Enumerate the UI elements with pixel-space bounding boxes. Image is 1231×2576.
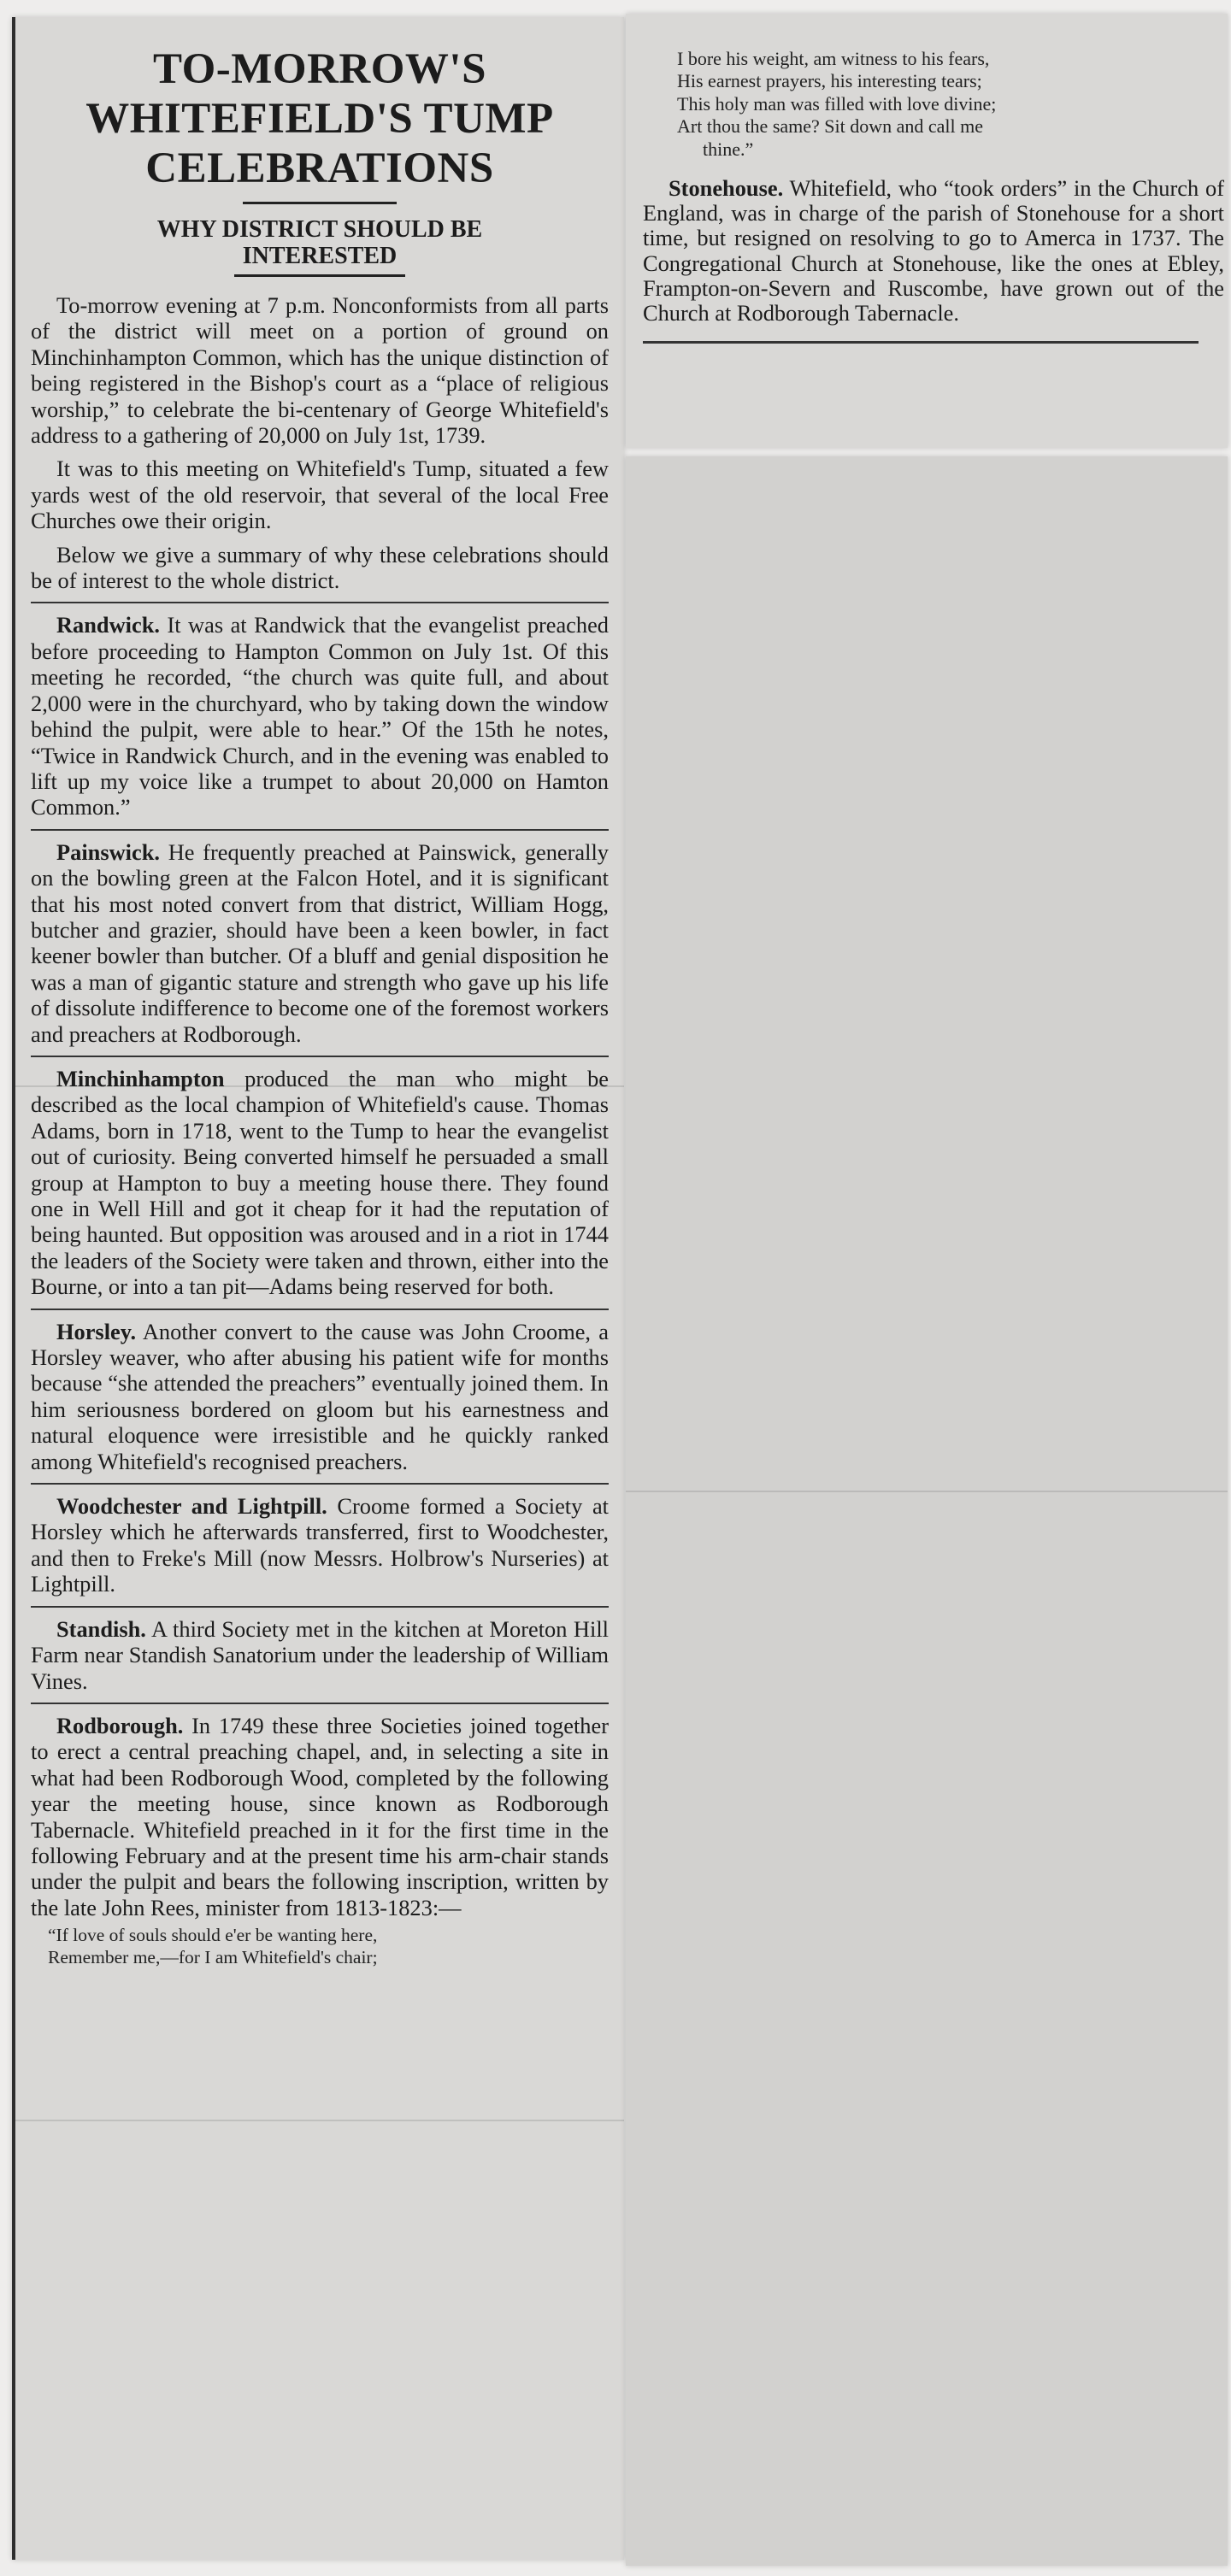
section-divider xyxy=(31,1606,609,1608)
section-text: Croome formed a Society at Horsley which he afterwards transferred, first to Woodchester, and then to Freke's Mill (now Messrs. Holbrow's Nurseries) at Lightpill. xyxy=(31,1493,609,1597)
article-left-column xyxy=(31,44,609,1968)
section-lead: Woodchester and Lightpill. xyxy=(56,1493,327,1520)
section-text: A third Society met in the kitchen at Moreton Hill Farm near Standish Sanatorium under the leadership of William Vines. xyxy=(31,1615,609,1694)
poem-line: His earnest prayers, his interesting tears; xyxy=(677,70,982,92)
section-text: Whitefield, who “took orders” in the Church of England, was in charge of the parish of Stonehouse for a short time, but resigned on resolving to go to Amerca in 1737. The Congregational Church at Stonehouse, like the ones at Ebley, Frampton-on-Severn and Ruscombe, have grown out of the Church at Rodborough Tabernacle. xyxy=(643,175,1224,326)
section-randwick xyxy=(31,612,609,820)
section-text: It was at Randwick that the evangelist preached before proceeding to Hampton Common on July 1st. Of this meeting he recorded, “the church was quite full, and about 2,000 were in the churchyard, who by taking down the window behind the pulpit, were able to hear.” Of the 15th he notes, “Twice in Randwick Church, and in the evening was enabled to lift up my voice like a trumpet to about 20,000 on Hamton Common.” xyxy=(31,612,609,820)
section-painswick xyxy=(31,839,609,1047)
fold-crease xyxy=(15,2120,624,2121)
section-lead: Stonehouse. xyxy=(669,175,784,202)
poem-line: Art thou the same? Sit down and call me xyxy=(677,115,984,138)
poem-line: “If love of souls should e'er be wanting here, xyxy=(48,1925,378,1946)
intro-paragraph: Below we give a summary of why these celebrations should be of interest to the whole district. xyxy=(31,541,609,594)
section-lead: Horsley. xyxy=(56,1318,137,1344)
headline-line: WHITEFIELD'S TUMP xyxy=(85,95,554,143)
section-divider xyxy=(31,1309,609,1310)
article-right-column xyxy=(643,48,1224,344)
section-text: produced the man who might be described as the local champion of Whitefield's cause. Thomas Adams, born in 1718, went to the Tump to hear the evangelist out of curiosity. Being converted himself he persuaded a small group at Hampton to buy a meeting house there. They found one in Well Hill and got it cheap for it had the reputation of being haunted. But opposition was aroused and in a riot in 1744 the leaders of the Society were taken and thrown, either into the Bourne, or into a tan pit—Adams being reserved for both. xyxy=(31,1065,609,1300)
section-divider xyxy=(31,1056,609,1057)
section-lead: Painswick. xyxy=(56,838,160,865)
poem-line: I bore his weight, am witness to his fears, xyxy=(677,48,990,69)
inscription-poem xyxy=(48,1924,609,1968)
section-divider xyxy=(31,1483,609,1485)
poem-line: thine.” xyxy=(703,138,754,160)
headline-rule xyxy=(243,202,397,204)
section-woodchester xyxy=(31,1493,609,1597)
section-lead: Standish. xyxy=(56,1615,146,1642)
section-lead: Randwick. xyxy=(56,612,160,638)
headline-line: CELEBRATIONS xyxy=(145,144,494,192)
section-rodborough xyxy=(31,1713,609,1920)
section-divider xyxy=(31,602,609,603)
fold-crease xyxy=(626,1491,1228,1492)
poem-line: This holy man was filled with love divine; xyxy=(677,92,997,115)
section-text: Another convert to the cause was John Croome, a Horsley weaver, who after abusing his patient wife for months because “she attended the preachers” eventually joined them. In him seriousness bordered on gloom but his earnestness and natural eloquence were irresistible and he quickly ranked among Whitefield's recognised preachers. xyxy=(31,1318,609,1474)
poem-line: Remember me,—for I am Whitefield's chair; xyxy=(48,1947,378,1968)
section-stonehouse xyxy=(643,176,1224,326)
end-rule xyxy=(643,341,1199,344)
subheadline-rule xyxy=(234,274,405,277)
inscription-poem-continued xyxy=(677,48,1224,161)
section-minchinhampton xyxy=(31,1066,609,1300)
section-divider xyxy=(31,1703,609,1704)
section-lead: Rodborough. xyxy=(56,1712,184,1738)
section-standish xyxy=(31,1616,609,1694)
backing-paper xyxy=(626,456,1228,2566)
section-divider xyxy=(31,829,609,831)
headline xyxy=(31,44,609,193)
section-lead: Minchinhampton xyxy=(56,1065,225,1091)
section-horsley xyxy=(31,1319,609,1474)
section-text: In 1749 these three Societies joined together to erect a central preaching chapel, and, in selecting a site in what had been Rodborough Wood, completed by the following year the meeting house, since known as Rodborough Tabernacle. Whitefield preached in it for the first time in the following February and at the present time his arm-chair stands under the pulpit and bears the following inscription, written by the late John Rees, minister from 1813-1823:— xyxy=(31,1712,609,1920)
intro-paragraph: It was to this meeting on Whitefield's Tump, situated a few yards west of the old reservoir, that several of the local Free Churches owe their origin. xyxy=(31,456,609,534)
headline-line: TO-MORROW'S xyxy=(153,45,486,93)
section-text: He frequently preached at Painswick, generally on the bowling green at the Falcon Hotel, and it is significant that his most noted convert from that district, William Hogg, butcher and grazier, should have been a keen bowler, in fact keener bowler than butcher. Of a bluff and genial disposition he was a man of gigantic stature and strength who gave up his life of dissolute indifference to become one of the foremost workers and preachers at Rodborough. xyxy=(31,838,609,1047)
intro-paragraph: To-morrow evening at 7 p.m. Nonconformists from all parts of the district will meet on a portion of ground on Minchinhampton Common, which has the unique distinction of being registered in the Bishop's court as a “place of religious worship,” to celebrate the bi-centenary of George Whitefield's address to a gathering of 20,000 on July 1st, 1739. xyxy=(31,292,609,449)
subheadline: WHY DISTRICT SHOULD BE INTERESTED xyxy=(156,216,483,269)
